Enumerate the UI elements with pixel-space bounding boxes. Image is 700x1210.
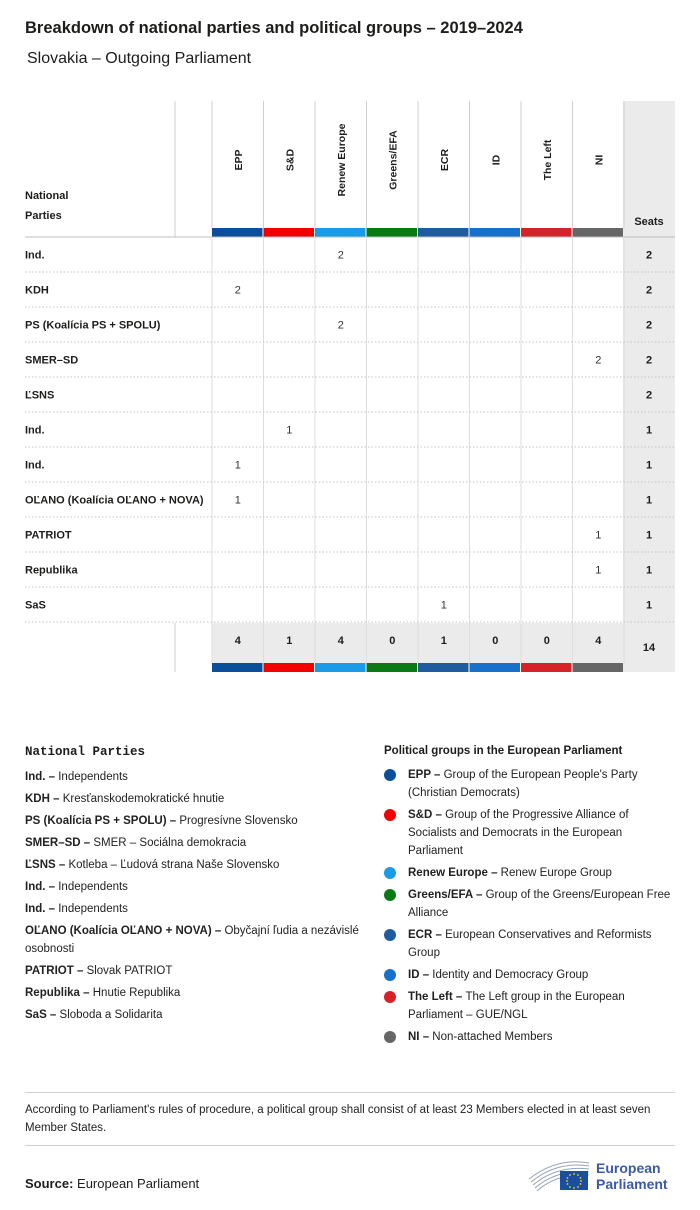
party-row-label: PATRIOT	[25, 529, 72, 542]
party-legend-abbr: Ind. –	[25, 881, 59, 893]
party-legend-item	[25, 1006, 365, 1024]
group-color-bar	[212, 663, 263, 672]
row-seats-value: 1	[645, 459, 653, 472]
group-total-value: 0	[492, 635, 499, 647]
party-row-label: SMER–SD	[25, 354, 79, 367]
party-row-label: Ind.	[25, 424, 45, 437]
party-legend-name: Slovak PATRIOT	[86, 965, 173, 977]
party-row-label: KDH	[25, 284, 49, 297]
group-color-bar	[573, 228, 624, 237]
group-color-dot-icon	[384, 867, 396, 879]
party-row-label: SaS	[25, 599, 46, 612]
party-legend-name: Kresťanskodemokratické hnutie	[62, 793, 225, 805]
party-legend-abbr: Ind. –	[25, 771, 59, 783]
cell-value: 1	[595, 564, 602, 577]
group-legend-name: Renew Europe Group	[500, 867, 612, 879]
party-row-label: Ind.	[25, 249, 45, 262]
group-header-label: ID	[490, 154, 503, 166]
group-color-bar	[367, 663, 418, 672]
party-legend-item	[25, 922, 365, 958]
group-color-bar	[573, 663, 624, 672]
rules-note: According to Parliament's rules of procedure, a political group shall consist of at least 23 Members elected in at least seven Member States.	[25, 1104, 651, 1134]
logo-line-1: European	[596, 1160, 661, 1176]
group-legend-abbr: ID –	[408, 969, 433, 981]
party-legend-name: Independents	[58, 903, 128, 915]
source-line	[25, 1176, 199, 1191]
group-color-dot-icon	[384, 809, 396, 821]
party-legend-item	[25, 834, 365, 852]
party-legend-name: Sloboda a Solidarita	[59, 1009, 163, 1021]
group-legend-name: Group of the Greens/European Free Alliance	[408, 889, 671, 919]
party-legend-name: SMER – Sociálna demokracia	[93, 837, 247, 849]
party-legend-item	[25, 962, 365, 980]
group-color-bar	[315, 663, 366, 672]
group-legend-item	[384, 966, 679, 984]
group-header-label: S&D	[284, 148, 297, 172]
group-legend-item	[384, 886, 679, 922]
group-color-dot-icon	[384, 769, 396, 781]
group-legend-abbr: S&D –	[408, 809, 446, 821]
source-label: Source:	[25, 1176, 74, 1191]
total-seats-value: 14	[642, 642, 656, 654]
chart-title: Breakdown of national parties and political groups – 2019–2024	[25, 19, 523, 37]
group-header-label: Greens/EFA	[387, 130, 400, 190]
party-legend-item	[25, 900, 365, 918]
group-color-bar	[418, 228, 469, 237]
cell-value: 1	[286, 424, 293, 437]
row-seats-value: 2	[645, 284, 653, 297]
group-legend-item	[384, 926, 679, 962]
cell-value: 2	[337, 319, 344, 332]
group-legend-item	[384, 988, 679, 1024]
group-color-dot-icon	[384, 991, 396, 1003]
row-seats-value: 1	[645, 599, 653, 612]
cell-value: 1	[234, 459, 241, 472]
political-groups-legend	[384, 745, 679, 1050]
party-legend-abbr: SMER–SD –	[25, 837, 94, 849]
party-legend-abbr: SaS –	[25, 1009, 60, 1021]
cell-value: 2	[337, 249, 344, 262]
party-legend-name: Independents	[58, 771, 128, 783]
group-header-label: EPP	[232, 149, 245, 171]
party-legend-name: Independents	[58, 881, 128, 893]
group-legend-abbr: Greens/EFA –	[408, 889, 486, 901]
party-legend-abbr: ĽSNS –	[25, 859, 69, 871]
group-color-bar	[470, 663, 521, 672]
group-legend-abbr: ECR –	[408, 929, 446, 941]
party-legend-abbr: PATRIOT –	[25, 965, 87, 977]
cell-value: 1	[234, 494, 241, 507]
row-seats-value: 1	[645, 424, 653, 437]
party-legend-item	[25, 768, 365, 786]
row-seats-value: 2	[645, 249, 653, 262]
party-legend-abbr: OĽANO (Koalícia OĽANO + NOVA) –	[25, 925, 225, 937]
party-legend-name: Progresívne Slovensko	[179, 815, 298, 827]
row-seats-value: 1	[645, 564, 653, 577]
group-total-value: 4	[595, 635, 602, 647]
group-legend-item	[384, 1028, 679, 1046]
party-row-label: OĽANO (Koalícia OĽANO + NOVA)	[25, 494, 204, 507]
cell-value: 1	[595, 529, 602, 542]
group-color-bar	[418, 663, 469, 672]
cell-value: 2	[234, 284, 241, 297]
row-seats-value: 2	[645, 389, 653, 402]
group-color-dot-icon	[384, 929, 396, 941]
party-row-label: PS (Koalícia PS + SPOLU)	[25, 319, 161, 332]
party-legend-item	[25, 878, 365, 896]
group-legend-item	[384, 806, 679, 860]
group-legend-name: Identity and Democracy Group	[432, 969, 589, 981]
group-total-value: 0	[543, 635, 550, 647]
party-legend-name: Obyčajní ľudia a nezávislé osobnosti	[25, 925, 359, 955]
group-color-bar	[315, 228, 366, 237]
group-legend-name: Group of the European People's Party (Christian Democrats)	[408, 769, 638, 799]
political-groups-legend-title: Political groups in the European Parliament	[384, 745, 623, 757]
group-header-label: NI	[593, 154, 606, 166]
group-total-value: 1	[286, 635, 293, 647]
group-color-bar	[264, 228, 315, 237]
party-legend-item	[25, 790, 365, 808]
party-legend-item	[25, 856, 365, 874]
group-color-bar	[212, 228, 263, 237]
group-color-bar	[521, 228, 572, 237]
group-header-label: ECR	[438, 148, 451, 172]
party-legend-item	[25, 812, 365, 830]
party-row-label: Ind.	[25, 459, 45, 472]
group-legend-name: Group of the Progressive Alliance of Socialists and Democrats in the European Parliament	[408, 809, 629, 857]
group-legend-name: The Left group in the European Parliament – GUE/NGL	[408, 991, 625, 1021]
row-seats-value: 2	[645, 354, 653, 367]
row-header-label: National	[25, 190, 69, 202]
group-color-bar	[521, 663, 572, 672]
cell-value: 2	[595, 354, 602, 367]
seats-column-bg	[623, 101, 675, 672]
party-legend-abbr: KDH –	[25, 793, 63, 805]
party-legend-item	[25, 984, 365, 1002]
party-row-label: ĽSNS	[25, 389, 55, 402]
group-legend-item	[384, 766, 679, 802]
party-legend-abbr: PS (Koalícia PS + SPOLU) –	[25, 815, 180, 827]
chart-subtitle: Slovakia – Outgoing Parliament	[27, 50, 252, 67]
group-total-value: 1	[440, 635, 447, 647]
national-parties-legend-title: National Parties	[25, 745, 146, 759]
group-legend-abbr: The Left –	[408, 991, 466, 1003]
group-legend-abbr: Renew Europe –	[408, 867, 501, 879]
row-seats-value: 1	[645, 494, 653, 507]
divider	[25, 1092, 675, 1093]
divider	[25, 1145, 675, 1146]
source-value: European Parliament	[77, 1176, 200, 1191]
breakdown-table	[0, 95, 700, 680]
party-row-label: Republika	[25, 564, 78, 577]
group-total-value: 4	[234, 635, 241, 647]
national-parties-legend	[25, 745, 365, 1028]
group-color-bar	[264, 663, 315, 672]
logo-line-2: Parliament	[596, 1176, 668, 1192]
group-total-value: 4	[337, 635, 344, 647]
group-color-bar	[367, 228, 418, 237]
party-legend-abbr: Ind. –	[25, 903, 59, 915]
cell-value: 1	[440, 599, 447, 612]
group-color-bar	[470, 228, 521, 237]
row-seats-value: 1	[645, 529, 653, 542]
group-legend-abbr: EPP –	[408, 769, 444, 781]
european-parliament-logo-text	[596, 1160, 668, 1192]
group-header-label: Renew Europe	[335, 123, 348, 197]
group-header-label: The Left	[541, 139, 554, 181]
row-seats-value: 2	[645, 319, 653, 332]
row-header-label: Parties	[25, 210, 62, 222]
party-legend-abbr: Republika –	[25, 987, 93, 999]
group-total-value: 0	[389, 635, 396, 647]
party-legend-name: Kotleba – Ľudová strana Naše Slovensko	[68, 859, 280, 871]
group-color-dot-icon	[384, 889, 396, 901]
group-legend-name: Non-attached Members	[432, 1031, 553, 1043]
group-legend-item	[384, 864, 679, 882]
group-legend-abbr: NI –	[408, 1031, 433, 1043]
group-color-dot-icon	[384, 1031, 396, 1043]
group-color-dot-icon	[384, 969, 396, 981]
party-legend-name: Hnutie Republika	[92, 987, 181, 999]
seats-header-label: Seats	[634, 216, 664, 228]
group-legend-name: European Conservatives and Reformists Group	[408, 929, 652, 959]
